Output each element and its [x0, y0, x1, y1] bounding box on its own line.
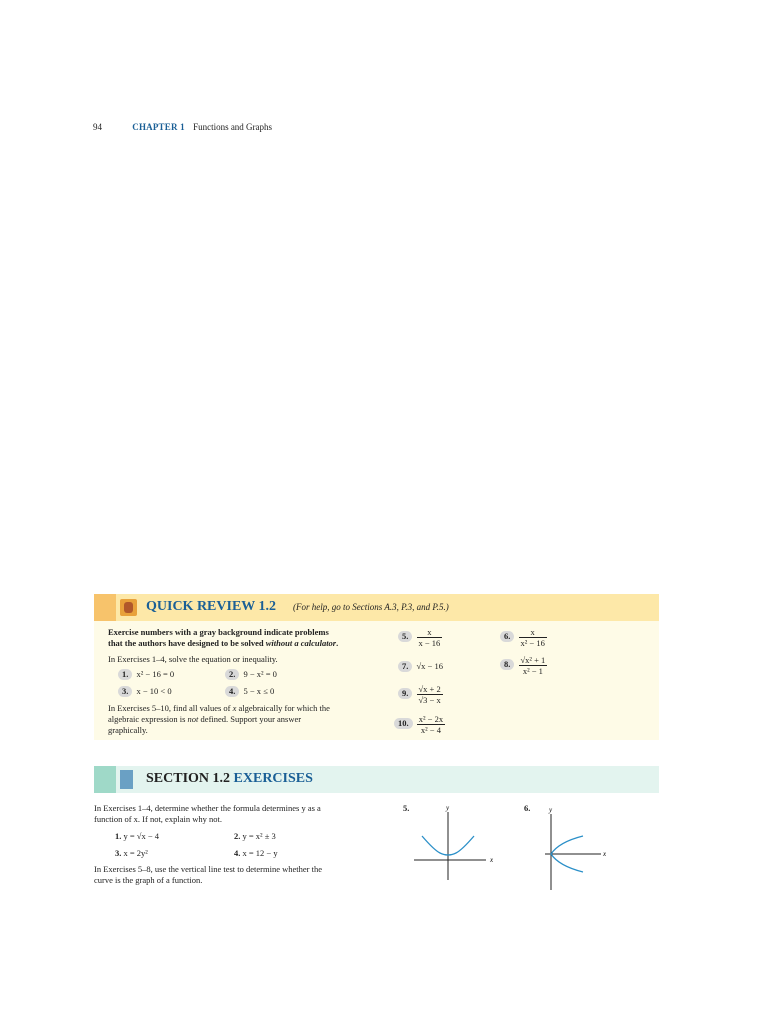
instr-var: x [232, 703, 237, 713]
note-line-1: Exercise numbers with a gray background indicate problems [108, 627, 329, 637]
exercise-text: 9 − x² = 0 [243, 669, 277, 679]
exercise-text: x² − 16 = 0 [136, 669, 175, 679]
exercise-text: y = x² ± 3 [242, 831, 276, 841]
graph-6 [535, 800, 615, 892]
fraction [519, 655, 548, 676]
exercise-number: 10. [394, 718, 413, 729]
fraction [417, 714, 445, 735]
quick-review-help: (For help, go to Sections A.3, P.3, and P.5.) [293, 602, 449, 612]
section-exercise-2 [234, 831, 276, 841]
section-exercises-label: EXERCISES [233, 771, 313, 786]
section-stripe [94, 766, 116, 793]
exercise-text: 5 − x ≤ 0 [243, 686, 275, 696]
note-line-2 [108, 638, 338, 649]
section-icon [120, 770, 133, 789]
section-number: SECTION 1.2 [146, 771, 231, 786]
section-title [146, 771, 313, 787]
x-axis-label: x [490, 856, 494, 864]
note-emphasis: without a calculator [265, 638, 337, 648]
exercise-number: 4. [225, 686, 239, 697]
quick-review-header [94, 594, 659, 621]
instr-text: algebraic expression is [108, 714, 188, 724]
section-exercise-4 [234, 848, 278, 858]
section-exercise-3 [115, 848, 148, 858]
exercise-number: 9. [398, 688, 412, 699]
exercise-number: 2. [234, 831, 241, 841]
review-exercise-10 [394, 714, 445, 735]
fraction [417, 627, 443, 648]
exercise-text: y = √x − 4 [123, 831, 160, 841]
section-instr-1-line-2: function of x. If not, explain why not. [94, 814, 222, 824]
review-exercise-2 [225, 669, 277, 680]
denominator: x² − 4 [417, 724, 445, 735]
exercise-number: 2. [225, 669, 239, 680]
numerator: x [427, 627, 432, 637]
section-exercise-1 [115, 831, 159, 841]
section-instr-1-line-1: In Exercises 1–4, determine whether the formula determines y as a [94, 803, 321, 813]
denominator: √3 − x [418, 695, 441, 705]
instructions-1: In Exercises 1–4, solve the equation or inequality. [108, 654, 278, 664]
instructions-2-line-3: graphically. [108, 725, 148, 735]
chapter-label: CHAPTER 1 [132, 122, 185, 132]
page-number: 94 [93, 122, 102, 132]
graph-5-number: 5. [403, 803, 410, 813]
exercise-number: 3. [118, 686, 132, 697]
review-exercise-5 [398, 627, 442, 648]
review-exercise-4 [225, 686, 274, 697]
exercise-number: 7. [398, 661, 412, 672]
graph-6-number: 6. [524, 803, 531, 813]
quick-review-title: QUICK REVIEW 1.2 [146, 599, 277, 614]
denominator: x² − 1 [519, 665, 548, 676]
x-axis-label: x [603, 850, 607, 858]
fraction [417, 684, 443, 705]
instructions-2-line-2 [108, 714, 301, 725]
instr-text: In Exercises 5–10, find all values of [108, 703, 233, 713]
numerator: x² − 2x [418, 714, 444, 724]
exercise-number: 6. [500, 631, 514, 642]
review-exercise-7 [398, 661, 443, 672]
numerator: √x² + 1 [520, 655, 546, 665]
note-text: that the authors have designed to be solved [108, 638, 266, 648]
quick-review-box [94, 594, 659, 740]
note-period: . [336, 638, 339, 648]
exercise-number: 1. [118, 669, 132, 680]
instr-text: defined. Support your answer [198, 714, 302, 724]
instr-emphasis: not [187, 714, 199, 724]
chapter-title: Functions and Graphs [193, 122, 273, 132]
review-exercise-8 [500, 655, 547, 676]
exercise-text: x = 12 − y [242, 848, 278, 858]
y-axis-label: y [549, 806, 553, 814]
y-axis-label: y [446, 804, 450, 812]
exercise-text: √x − 16 [416, 661, 443, 671]
review-exercise-9 [398, 684, 443, 705]
exercise-text: x − 10 < 0 [136, 686, 172, 696]
exercise-number: 4. [234, 848, 241, 858]
exercise-number: 8. [500, 659, 514, 670]
section-instr-2-line-1: In Exercises 5–8, use the vertical line test to determine whether the [94, 864, 323, 874]
denominator: x − 16 [418, 638, 441, 648]
running-head [93, 122, 272, 132]
instructions-2-line-1 [108, 703, 330, 714]
exercise-number: 3. [115, 848, 122, 858]
exercise-text: x = 2y² [123, 848, 148, 858]
section-exercises-header [94, 766, 659, 793]
fraction [519, 627, 547, 648]
exercise-number: 1. [115, 831, 122, 841]
numerator: x [530, 627, 535, 637]
denominator: x² − 16 [520, 638, 545, 648]
header-stripe [94, 594, 116, 621]
exercise-number: 5. [398, 631, 412, 642]
numerator: √x + 2 [418, 684, 441, 694]
graph-5 [410, 800, 500, 882]
review-exercise-6 [500, 627, 547, 648]
review-exercise-1 [118, 669, 174, 680]
quick-review-icon [120, 599, 137, 616]
section-instr-2-line-2: curve is the graph of a function. [94, 875, 203, 885]
review-exercise-3 [118, 686, 172, 697]
instr-text: algebraically for which the [236, 703, 330, 713]
